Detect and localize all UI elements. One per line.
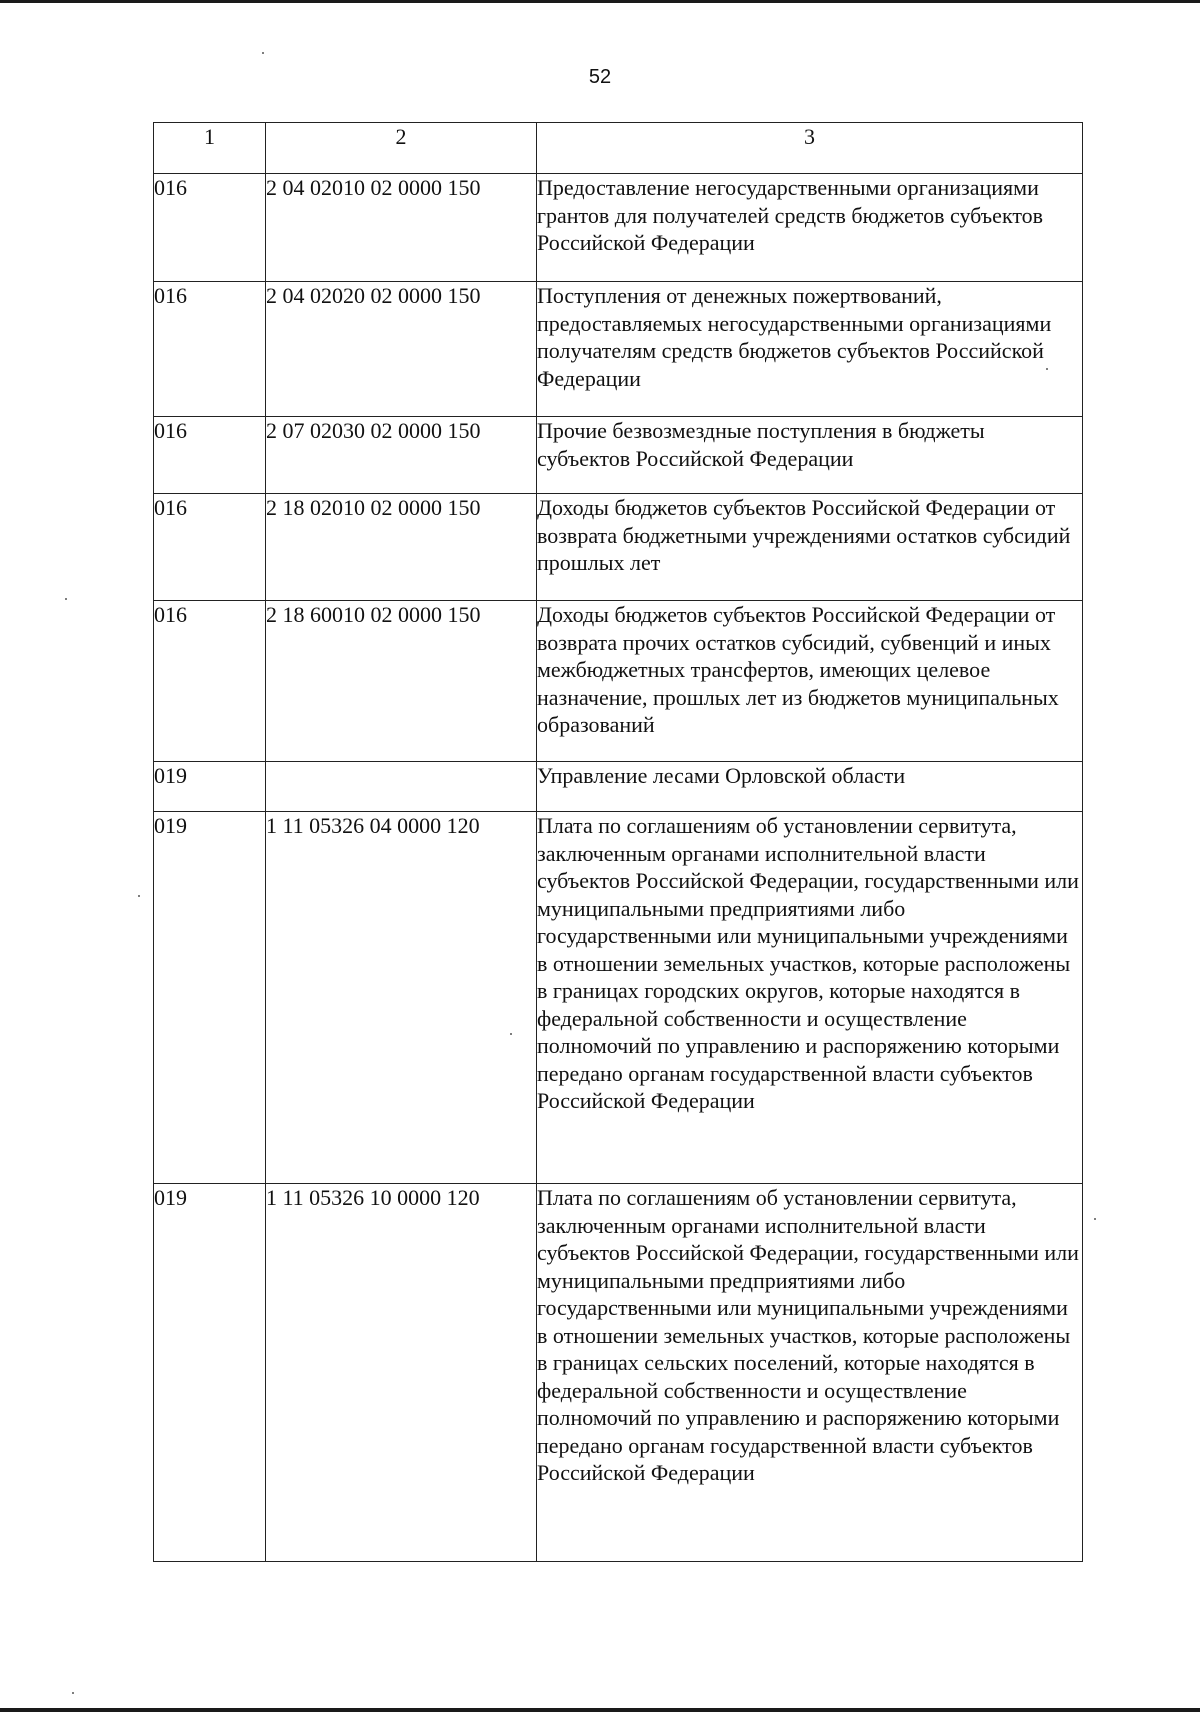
table-row [154, 494, 1083, 601]
scan-speck [262, 52, 264, 54]
table-row [154, 601, 1083, 762]
description-cell: Плата по соглашениям об установлении сервитута, заключенным органами исполнительной власти субъектов Российской Федерации, государственными или муниципальными предприятиями либо государственными или муниципальными учреждениями в отношении земельных участков, которые расположены в границах сельских поселений, которые находятся в федеральной собственности и осуществление полномочий по управлению и распоряжению которыми передано органам государственной власти субъектов Российской Федерации [537, 1184, 1083, 1562]
description-cell: Плата по соглашениям об установлении сервитута, заключенным органами исполнительной власти субъектов Российской Федерации, государственными или муниципальными предприятиями либо государственными или муниципальными учреждениями в отношении земельных участков, которые расположены в границах городских округов, которые находятся в федеральной собственности и осуществление полномочий по управлению и распоряжению которыми передано органам государственной власти субъектов Российской Федерации [537, 812, 1083, 1184]
admin-code-cell: 019 [154, 812, 266, 1184]
description-cell: Доходы бюджетов субъектов Российской Федерации от возврата прочих остатков субсидий, субвенций и иных межбюджетных трансфертов, имеющих целевое назначение, прошлых лет из бюджетов муниципальных образований [537, 601, 1083, 762]
scan-speck [510, 1033, 512, 1035]
scan-speck [1094, 1218, 1096, 1220]
budget-code-cell: 1 11 05326 04 0000 120 [266, 812, 537, 1184]
bottom-border-rule [0, 1708, 1200, 1712]
admin-code-cell: 016 [154, 174, 266, 282]
budget-codes-table [153, 122, 1083, 1562]
table-row [154, 762, 1083, 812]
admin-code-cell: 019 [154, 762, 266, 812]
description-cell: Управление лесами Орловской области [537, 762, 1083, 812]
budget-code-cell: 2 18 02010 02 0000 150 [266, 494, 537, 601]
scan-speck [72, 1692, 74, 1694]
table-row [154, 174, 1083, 282]
header-column-1: 1 [154, 123, 266, 174]
table-row [154, 1184, 1083, 1562]
header-column-2: 2 [266, 123, 537, 174]
description-cell: Предоставление негосударственными организациями грантов для получателей средств бюджетов субъектов Российской Федерации [537, 174, 1083, 282]
description-cell: Поступления от денежных пожертвований, предоставляемых негосударственными организациями получателям средств бюджетов субъектов Российской Федерации [537, 282, 1083, 417]
description-cell: Доходы бюджетов субъектов Российской Федерации от возврата бюджетными учреждениями остатков субсидий прошлых лет [537, 494, 1083, 601]
budget-code-cell: 2 18 60010 02 0000 150 [266, 601, 537, 762]
admin-code-cell: 019 [154, 1184, 266, 1562]
top-border-rule [0, 0, 1200, 3]
admin-code-cell: 016 [154, 282, 266, 417]
scan-speck [1046, 368, 1048, 370]
budget-code-cell: 2 07 02030 02 0000 150 [266, 417, 537, 494]
budget-code-cell: 1 11 05326 10 0000 120 [266, 1184, 537, 1562]
budget-code-cell: 2 04 02010 02 0000 150 [266, 174, 537, 282]
budget-code-cell: 2 04 02020 02 0000 150 [266, 282, 537, 417]
admin-code-cell: 016 [154, 417, 266, 494]
admin-code-cell: 016 [154, 494, 266, 601]
budget-code-cell [266, 762, 537, 812]
page-number: 52 [588, 66, 612, 88]
scan-speck [65, 598, 67, 600]
table-row [154, 812, 1083, 1184]
table-header-row [154, 123, 1083, 174]
header-column-3: 3 [537, 123, 1083, 174]
admin-code-cell: 016 [154, 601, 266, 762]
description-cell: Прочие безвозмездные поступления в бюджеты субъектов Российской Федерации [537, 417, 1083, 494]
table-row [154, 282, 1083, 417]
table-row [154, 417, 1083, 494]
scan-speck [138, 895, 140, 897]
